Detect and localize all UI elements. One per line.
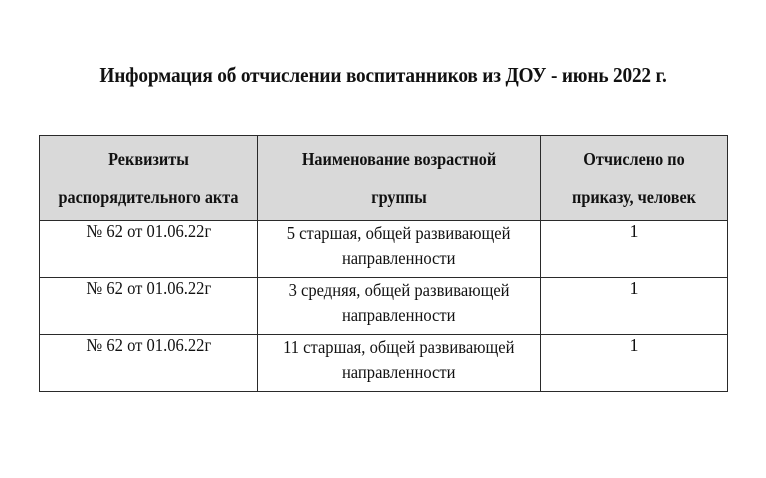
table-row bbox=[40, 221, 728, 278]
act-cell bbox=[40, 278, 258, 335]
header-line: группы bbox=[371, 187, 427, 207]
header-line: приказу, человек bbox=[571, 187, 697, 207]
header-group-name bbox=[258, 136, 541, 221]
group-line: 3 средняя, общей развивающей bbox=[288, 280, 510, 300]
table-header-row bbox=[40, 136, 728, 221]
table-row bbox=[40, 278, 728, 335]
header-line: Отчислено по bbox=[583, 149, 685, 169]
act-cell bbox=[40, 221, 258, 278]
page-title: Информация об отчислении воспитанников из ДОУ - июнь 2022 г. bbox=[99, 63, 667, 87]
header-line: распорядительного акта bbox=[58, 187, 239, 207]
header-expelled-count bbox=[541, 136, 728, 221]
count-cell: 1 bbox=[541, 278, 728, 335]
act-cell bbox=[40, 335, 258, 392]
header-line: Реквизиты bbox=[108, 149, 189, 169]
table-row bbox=[40, 335, 728, 392]
group-line: направленности bbox=[342, 305, 456, 325]
group-cell bbox=[258, 221, 541, 278]
group-line: направленности bbox=[342, 362, 456, 382]
group-cell bbox=[258, 335, 541, 392]
header-act-details bbox=[40, 136, 258, 221]
count-cell: 1 bbox=[541, 335, 728, 392]
act-text: № 62 от 01.06.22г bbox=[86, 335, 211, 355]
act-text: № 62 от 01.06.22г bbox=[86, 221, 211, 241]
group-line: 5 старшая, общей развивающей bbox=[287, 223, 511, 243]
act-text: № 62 от 01.06.22г bbox=[86, 278, 211, 298]
group-line: 11 старшая, общей развивающей bbox=[283, 337, 515, 357]
group-cell bbox=[258, 278, 541, 335]
header-line: Наименование возрастной bbox=[301, 149, 497, 169]
count-cell: 1 bbox=[541, 221, 728, 278]
enrollment-table bbox=[39, 135, 728, 392]
group-line: направленности bbox=[342, 248, 456, 268]
